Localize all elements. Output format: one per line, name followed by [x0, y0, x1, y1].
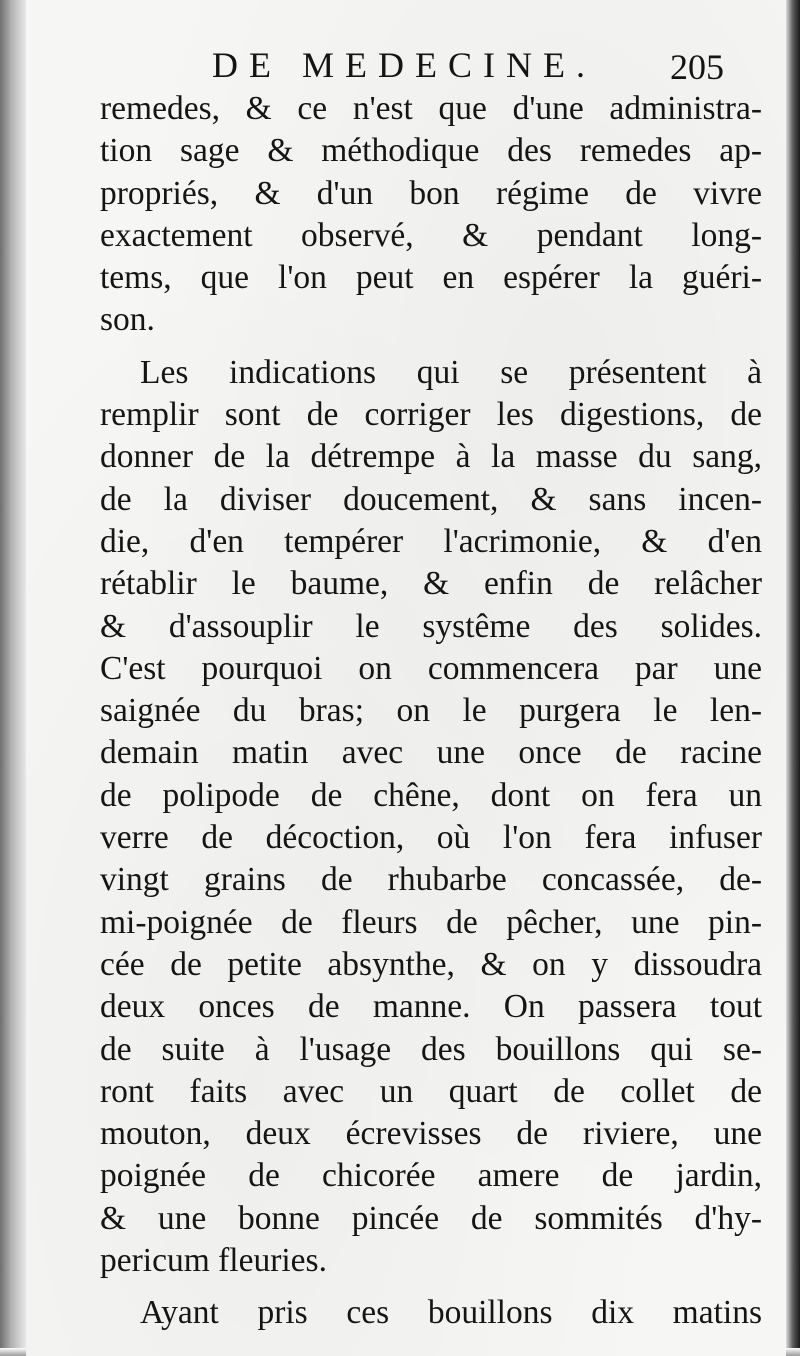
text-line: tems, que l'on peut en espérer la guéri- — [100, 259, 762, 297]
text-line: de la diviser doucement, & sans incen- — [100, 480, 762, 518]
paragraph — [100, 1292, 762, 1334]
text-line: Les indications qui se présentent à — [140, 353, 762, 391]
text-line: tion sage & méthodique des remedes ap- — [100, 132, 762, 170]
text-line: remplir sont de corriger les digestions, de — [100, 396, 762, 434]
text-line: verre de décoction, où l'on fera infuser — [100, 819, 762, 857]
paragraph — [100, 352, 762, 1283]
text-line: remedes, & ce n'est que d'une administra- — [100, 90, 762, 127]
running-title: DE MEDECINE. — [212, 45, 596, 85]
text-line: demain matin avec une once de racine — [100, 734, 762, 772]
text-line: de suite à l'usage des bouillons qui se- — [100, 1030, 762, 1068]
text-line: poignée de chicorée amere de jardin, — [100, 1157, 762, 1195]
text-line: Ayant pris ces bouillons dix matins — [140, 1294, 762, 1332]
page-number: 205 — [670, 47, 724, 87]
text-line: mi-poignée de fleurs de pêcher, une pin- — [100, 903, 762, 941]
body-text — [100, 88, 762, 1335]
book-page — [26, 0, 786, 1356]
text-line: rétablir le baume, & enfin de relâcher — [100, 565, 762, 603]
text-line: ront faits avec un quart de collet de — [100, 1072, 762, 1110]
text-line: pericum fleuries. — [100, 1242, 327, 1280]
text-line: deux onces de manne. On passera tout — [100, 988, 762, 1026]
text-line: die, d'en tempérer l'acrimonie, & d'en — [100, 522, 762, 560]
scan-border-right — [786, 0, 800, 1356]
text-line: exactement observé, & pendant long- — [100, 216, 762, 254]
paragraph-gap — [100, 1282, 762, 1292]
text-line: cée de petite absynthe, & on y dissoudra — [100, 945, 762, 983]
text-line: C'est pourquoi on commencera par une — [100, 649, 762, 687]
text-line: de polipode de chêne, dont on fera un — [100, 776, 762, 814]
text-line: saignée du bras; on le purgera le len- — [100, 692, 762, 730]
text-line: vingt grains de rhubarbe concassée, de- — [100, 861, 762, 899]
text-line: & une bonne pincée de sommités d'hy- — [100, 1199, 762, 1237]
text-line: son. — [100, 301, 155, 339]
text-line: & d'assouplir le systême des solides. — [100, 607, 762, 645]
paragraph — [100, 88, 762, 342]
text-line: mouton, deux écrevisses de riviere, une — [100, 1115, 762, 1153]
text-line: propriés, & d'un bon régime de vivre — [100, 174, 762, 212]
running-head — [104, 42, 764, 94]
scan-border-left — [0, 0, 26, 1356]
paragraph-gap — [100, 342, 762, 352]
text-line: donner de la détrempe à la masse du sang, — [100, 438, 762, 476]
